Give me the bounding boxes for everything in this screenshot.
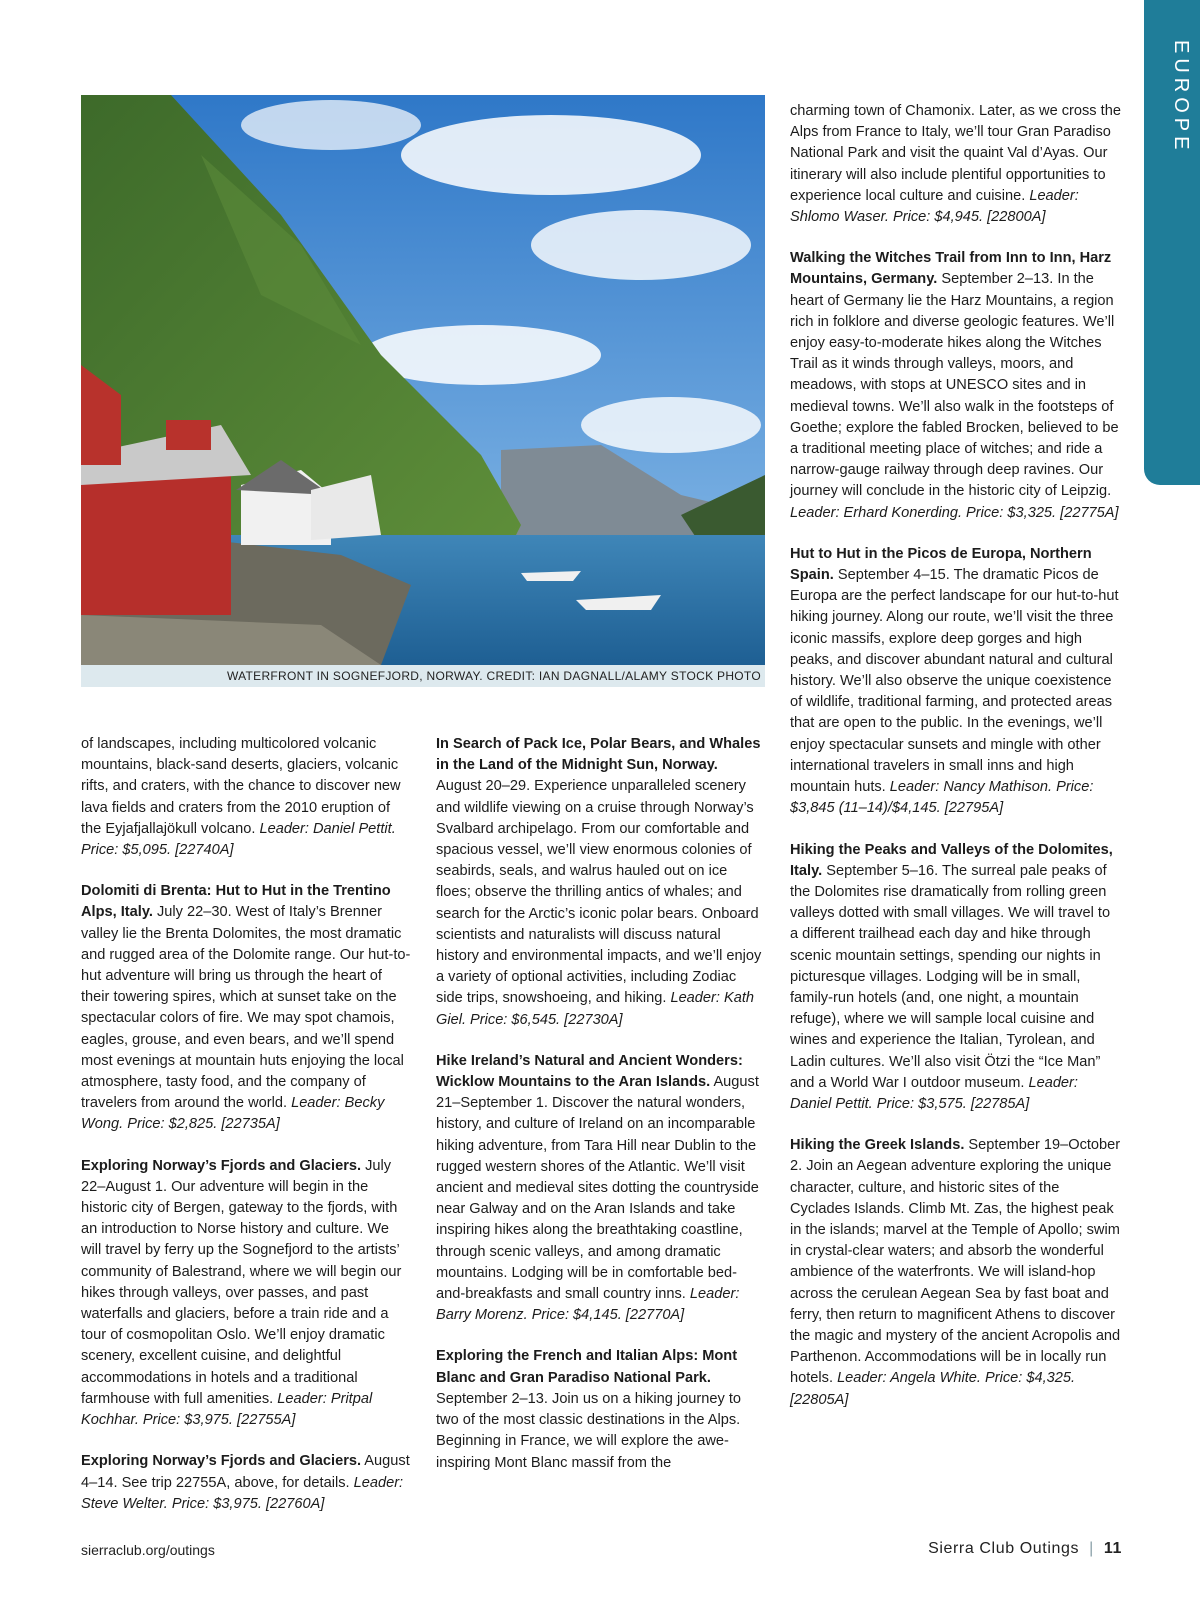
trip-leader-price: Leader: Pritpal Kochhar. Price: $3,975. [22755A] [81, 1390, 373, 1429]
trip-text: charming town of Chamonix. Later, as we cross the Alps from France to Italy, we’ll tour Gran Paradiso National Park and visit the quaint Val d’Ayas. Our itinerary will also include plentiful opportunities to experience local culture and cuisine. [790, 103, 1121, 204]
trip-text: September 19–October 2. Join an Aegean adventure exploring the unique character, culture, and historic sites of the Cyclades Islands. Climb Mt. Zas, the highest peak in the islands; marvel at the Temple of Apollo; swim in crystal-clear waters; and absorb the wonderful ambience of the waterfronts. We will island-hop across the cerulean Aegean Sea by fast boat and ferry, then return to magnificent Athens to discover the magic and mystery of the ancient Acropolis and Parthenon. Accommodations will be in locally run hotels. [790, 1137, 1121, 1387]
trip-entry [81, 1156, 411, 1432]
trip-leader-price: Leader: Angela White. Price: $4,325. [22805A] [790, 1370, 1076, 1408]
fjord-photo [81, 95, 765, 665]
section-tab-label: EUROPE [1170, 40, 1192, 155]
trip-entry [436, 1346, 766, 1473]
page-number: 11 [1103, 1540, 1122, 1557]
trip-title: Exploring the French and Italian Alps: Mont Blanc and Gran Paradiso National Park. [436, 1348, 738, 1386]
trip-entry [790, 840, 1122, 1116]
publication-name: Sierra Club Outings [928, 1540, 1080, 1557]
trip-text: of landscapes, including multicolored volcanic mountains, black-sand deserts, glaciers, volcanic rifts, and craters, with the chance to discover new lava fields and craters from the 2010 eruption of the Eyjafjallajökull volcano. [81, 736, 401, 837]
trip-text: July 22–30. West of Italy’s Brenner valley lie the Brenta Dolomites, the most dramatic and rugged area of the Dolomite range. Our hut-to-hut adventure will bring us through the heart of their towering spires, which at sunset take on the spectacular colors of fire. We may spot chamois, eagles, grouse, and even bears, and we’ll spend most evenings at mountain huts enjoying the local atmosphere, tasty food, and the company of travelers from around the world. [81, 904, 411, 1112]
trip-leader-price: Leader: Kath Giel. Price: $6,545. [22730A] [436, 990, 755, 1028]
trip-text: September 2–13. In the heart of Germany lie the Harz Mountains, a region rich in folklore and diverse geologic features. We’ll enjoy easy-to-moderate hikes along the Witches Trail as it winds through valleys, moors, and meadows, with stops at UNESCO sites and in medieval towns. We’ll also walk in the footsteps of Goethe; explore the fabled Brocken, believed to be a traditional meeting place of witches; and ride a narrow-gauge railway through deep ravines. Our journey will conclude in the historic city of Leipzig. [790, 271, 1119, 500]
trip-title: Hut to Hut in the Picos de Europa, Northern Spain. [790, 545, 1092, 584]
trip-text: August 21–September 1. Discover the natural wonders, history, and culture of Ireland on an incomparable hiking adventure, from Tara Hill near Dublin to the rugged western shores of the Atlantic. We’ll visit ancient and medieval sites dotting the countryside near Galway and on the Aran Islands and take inspiring hikes along the breathtaking coastline, through scenic valleys, and among dramatic mountains. Lodging will be in comfortable bed-and-breakfasts and small country inns. [436, 1074, 759, 1303]
text-column-3 [790, 101, 1122, 1431]
trip-leader-price: Leader: Barry Morenz. Price: $4,145. [22770A] [436, 1286, 740, 1324]
trip-title: Hike Ireland’s Natural and Ancient Wonders: Wicklow Mountains to the Aran Islands. [436, 1052, 743, 1091]
trip-entry [436, 1051, 766, 1327]
trip-text: September 2–13. Join us on a hiking journey to two of the most classic destinations in the Alps. Beginning in France, we will explore the awe-inspiring Mont Blanc massif from the [436, 1390, 742, 1471]
trip-leader-price: Leader: Daniel Pettit. Price: $3,575. [22785A] [790, 1074, 1078, 1112]
trip-leader-price: Leader: Daniel Pettit. Price: $5,095. [22740A] [81, 820, 396, 859]
text-column-2 [436, 734, 766, 1494]
trip-leader-price: Leader: Becky Wong. Price: $2,825. [22735A] [81, 1095, 385, 1133]
text-column-1 [81, 734, 411, 1535]
trip-entry [790, 248, 1122, 524]
trip-title: Dolomiti di Brenta: Hut to Hut in the Trentino Alps, Italy. [81, 883, 391, 921]
trip-leader-price: Leader: Steve Welter. Price: $3,975. [22760A] [81, 1474, 404, 1512]
trip-entry [790, 101, 1122, 228]
trip-leader-price: Leader: Shlomo Waser. Price: $4,945. [22800A] [790, 187, 1079, 226]
trip-leader-price: Leader: Erhard Konerding. Price: $3,325. [22775A] [790, 504, 1119, 521]
trip-title: Walking the Witches Trail from Inn to Inn, Harz Mountains, Germany. [790, 250, 1112, 288]
trip-leader-price: Leader: Nancy Mathison. Price: $3,845 (11–14)/$4,145. [22795A] [790, 779, 1094, 817]
trip-entry [790, 544, 1122, 820]
footer-separator: | [1089, 1540, 1094, 1557]
trip-text: September 5–16. The surreal pale peaks of the Dolomites rise dramatically from rolling green valleys dotted with small villages. We will travel to a different trailhead each day and hike through scenic mountain settings, spending our nights in picturesque villages. Lodging will be in small, family-run hotels (and, one night, a mountain refuge), where we will sample local cuisine and wines and experience the Italian, Tyrolean, and Ladin cultures. We’ll also visit Ötzi the “Ice Man” and a World War I outdoor museum. [790, 862, 1111, 1091]
trip-entry [436, 734, 766, 1031]
trip-title: Hiking the Peaks and Valleys of the Dolomites, Italy. [790, 841, 1113, 879]
trip-title: Hiking the Greek Islands. [790, 1137, 965, 1154]
trip-title: Exploring Norway’s Fjords and Glaciers. [81, 1157, 362, 1174]
trip-text: September 4–15. The dramatic Picos de Europa are the perfect landscape for our hut-to-hut hiking journey. Along our route, we’ll visit the three iconic massifs, explore deep gorges and high peaks, and discover abundant natural and cultural history. We’ll also observe the unique coexistence of wildlife, traditional farming, and protected areas that are open to the public. In the evenings, we’ll enjoy spectacular sunsets and mingle with other international travelers in small inns and high mountain huts. [790, 567, 1119, 796]
fjord-photo-illustration [81, 95, 765, 665]
trip-title: Exploring Norway’s Fjords and Glaciers. [81, 1453, 362, 1470]
trip-text: August 4–14. See trip 22755A, above, for details. [81, 1453, 410, 1491]
trip-text: July 22–August 1. Our adventure will begin in the historic city of Bergen, gateway to the fjords, with an introduction to Norse history and culture. We will travel by ferry up the Sognefjord to the artists’ community of Balestrand, where we will begin our hikes through valleys, over passes, and past waterfalls and glaciers, before a train ride and a tour of cosmopolitan Oslo. We’ll enjoy dramatic scenery, excellent cuisine, and delightful accommodations in hotels and a traditional farmhouse with full amenities. [81, 1157, 402, 1407]
trip-text: August 20–29. Experience unparalleled scenery and wildlife viewing on a cruise through Norway’s Svalbard archipelago. From our comfortable and spacious vessel, we’ll view enormous colonies of seabirds, seals, and walrus hauled out on ice floes; observe the thrilling antics of whales; and search for the Arctic’s iconic polar bears. Onboard scientists and naturalists will discuss natural history and environmental impacts, and we’ll enjoy a variety of optional activities, including Zodiac side trips, snowshoeing, and hiking. [436, 778, 762, 1007]
photo-caption: WATERFRONT IN SOGNEFJORD, NORWAY. CREDIT: IAN DAGNALL/ALAMY STOCK PHOTO [81, 665, 765, 687]
trip-entry [81, 734, 411, 861]
trip-entry [81, 881, 411, 1135]
trip-entry [81, 1451, 411, 1515]
footer-publication-info [928, 1540, 1122, 1558]
trip-title: In Search of Pack Ice, Polar Bears, and Whales in the Land of the Midnight Sun, Norway. [436, 736, 761, 774]
footer-url[interactable]: sierraclub.org/outings [81, 1542, 215, 1558]
trip-entry [790, 1135, 1122, 1411]
